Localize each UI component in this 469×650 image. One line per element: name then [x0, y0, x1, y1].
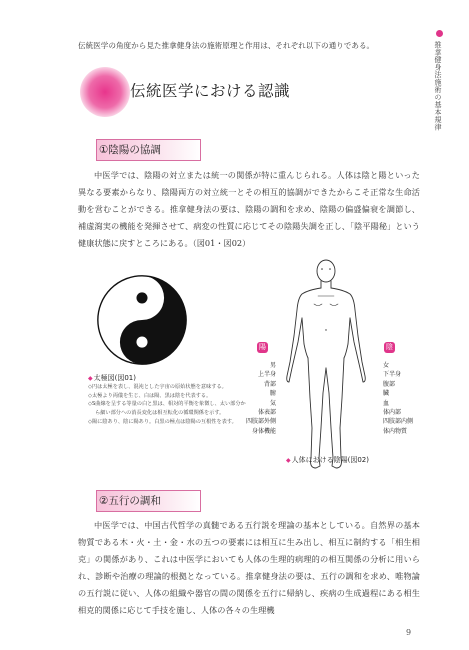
yin-item: 女 [383, 362, 390, 369]
intro-text: 伝統医学の角度から見た推拿健身法の施術原理と作用は、それぞれ以下の通りである。 [78, 41, 375, 50]
yin-item: 腹部 [383, 380, 396, 388]
yang-item: 気 [269, 399, 276, 407]
yang-item: 四肢部外側 [245, 418, 276, 426]
yang-item: 背部 [263, 380, 276, 388]
caption-marker-icon: ◆ [286, 457, 291, 464]
figure1-note: ◇S曲線を呈する等量の白と黒は、相対的平衡を象徴し、太い部分から細い部分への消長変化は相互転化の循環関係を示す。 [88, 401, 246, 417]
yang-badge: 陽 [259, 343, 266, 351]
subheading-2: ②五行の調和 [99, 495, 161, 507]
yang-list [228, 361, 276, 436]
yang-item: 上半身 [257, 371, 276, 379]
side-tab-dot-icon [436, 30, 443, 37]
caption-marker-icon: ◆ [88, 375, 93, 382]
figure2-caption [286, 455, 369, 465]
figure1-notes [88, 383, 248, 427]
yang-item: 腑 [269, 390, 276, 398]
section-title-circle-icon [80, 67, 130, 117]
paragraph-1: 中医学では、陰陽の対立または統一の関係が特に重んじられる。人体は陰と陽といった異なる要素からなり、陰陽両方の対立統一とその相互的協調ができたからこそ正常な生命活動を営むことができる。推拿健身法の要は、陰陽の調和を求め、陰陽の偏盛偏衰を調節し、補虚瀉実の機能を発揮させて、病変の性質に応じてその陰陽失調を正し、「陰平陽秘」という健康状態に戻すところにある。（図01・図02） [78, 170, 420, 248]
page-number: 9 [406, 628, 412, 637]
yang-item: 男 [269, 362, 276, 369]
yin-item: 血 [383, 399, 390, 407]
side-tab-label: 推拿健身法施術の基本規律 [434, 41, 442, 131]
figure1-note: ◇太極より両儀を生じ、白は陽、黒は陰を代表する。 [88, 392, 212, 399]
section-title: 伝統医学における認識 [130, 82, 291, 100]
yin-yang-icon [96, 274, 188, 366]
yin-badge: 陰 [386, 343, 393, 351]
yin-item: 四肢部内側 [383, 418, 414, 426]
subheading-1: ①陰陽の協調 [99, 144, 161, 156]
yang-item: 身体機能 [251, 427, 276, 435]
yin-item: 体内部 [383, 409, 402, 417]
yin-item: 臓 [383, 390, 390, 398]
paragraph-2: 中医学では、中国古代哲学の真髄である五行説を理論の基本としている。自然界の基本物質である木・火・土・金・水の五つの要素には相互に生み出し、相互に制約する「相生相克」の関係があり、これは中医学においても人体の生理的病理的の相互関係の分析に用いられ、診断や治療の理論的根拠となっている。推拿健身法の要は、五行の調和を求め、唯物論の五行説に従い、人体の組織や器官の間の関係を五行に帰納し、疾病の生成過程にある相生相克的関係に応じて手技を施し、人体の各々の生理機 [78, 520, 420, 615]
yang-item: 体表部 [257, 409, 276, 417]
side-tab [432, 28, 450, 178]
yin-list [383, 361, 433, 436]
figure2-caption-text: 人体における陰陽(図02) [291, 456, 369, 464]
figure1-caption [88, 373, 136, 383]
figure1-note: ◇円は太極を表し、混沌とした宇宙の原始状態を意味する。 [88, 384, 227, 390]
figure1-note: ◇陽に陰あり、陰に陽あり。白黒の極点は陰陽の互根性を表す。 [88, 418, 237, 425]
yin-item: 体内物質 [383, 427, 408, 435]
figure1-caption-text: 太極図(図01) [93, 374, 136, 382]
yin-item: 下半身 [383, 371, 402, 379]
